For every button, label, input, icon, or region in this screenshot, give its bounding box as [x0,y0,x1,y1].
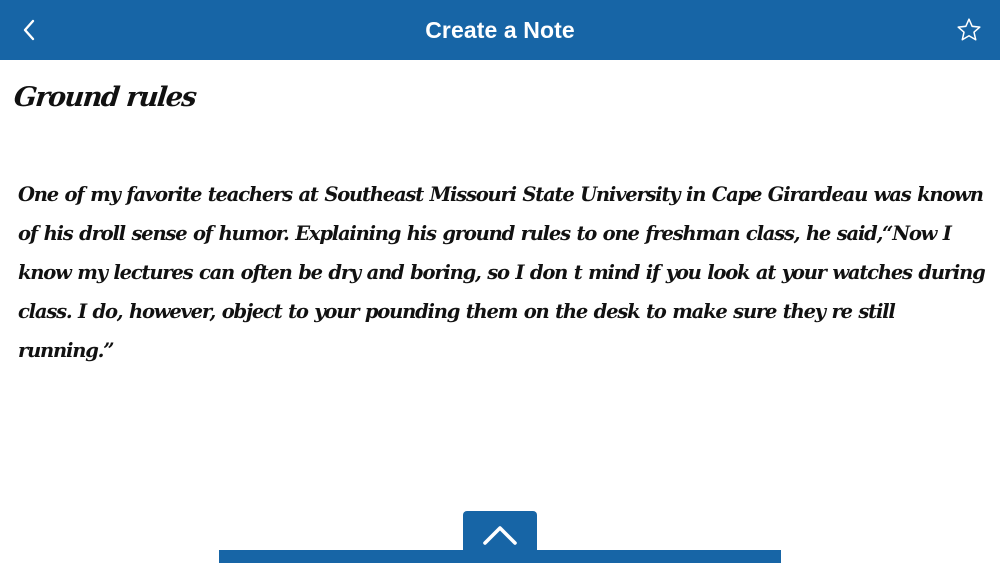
chevron-up-icon [482,523,518,547]
note-body-text[interactable]: One of my favorite teachers at Southeast Missouri State University in Cape Girardeau was known of his droll sense of humor. Explaining his ground rules to one freshman class, he said,“Now I know my lectures can often be dry and boring, so I don t mind if you look at your watches during class. I do, however, object to your pounding them on the desk to make sure they re still running.” [18,183,985,362]
top-navigation-bar [0,0,1000,60]
favorite-button[interactable] [956,17,982,43]
note-title[interactable]: Ground rules [12,82,197,113]
star-outline-icon [956,17,982,43]
expand-panel-button[interactable] [463,511,537,563]
page-title: Create a Note [425,17,575,43]
